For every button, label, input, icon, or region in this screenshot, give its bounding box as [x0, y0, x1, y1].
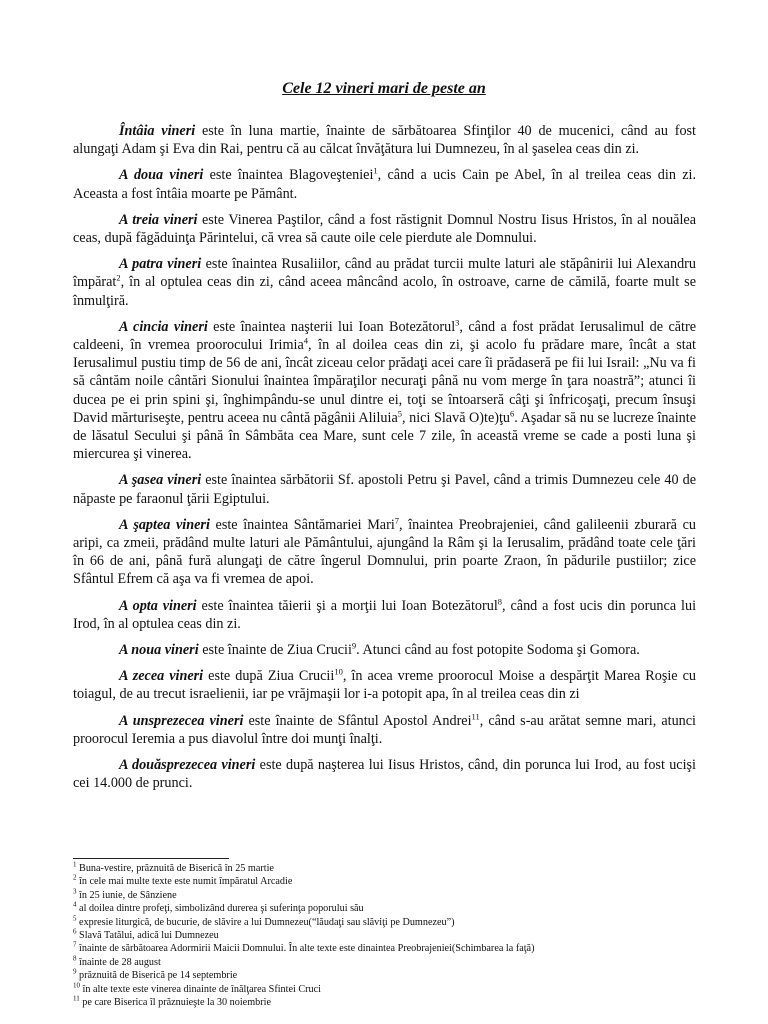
friday-heading: Întâia vineri [119, 123, 196, 139]
footnote-text: pe care Biserica îl prăznuieşte la 30 noiembrie [79, 997, 271, 1009]
footnote-ref: 4 [303, 335, 309, 346]
footnote-ref: 9 [351, 640, 357, 651]
footnote [73, 889, 696, 902]
friday-heading: A treia vineri [119, 211, 198, 228]
footnote-number: 6 [73, 927, 77, 936]
friday-heading: A noua vineri [119, 642, 199, 659]
footnote [73, 983, 696, 996]
friday-heading: A şasea vineri [119, 472, 202, 489]
footnote-ref: 10 [334, 666, 343, 677]
paragraph-text: , nici Slavă O)te)ţu [402, 409, 511, 426]
paragraph [73, 471, 696, 507]
friday-heading: A opta vineri [119, 597, 197, 614]
paragraph-text: este înaintea naşterii lui Ioan Botezătorul [207, 318, 456, 335]
paragraph-text: , în acea vreme proorocul Moise a despărţit Marea Roşie cu toiagul, de au trecut israelienii, iar pe vrăjmaşii lor i-a potopit apa, în al treilea ceas din zi [73, 668, 696, 703]
footnotes-section [73, 858, 696, 1009]
footnote-ref: 1 [373, 165, 378, 176]
paragraph [73, 712, 696, 748]
paragraph [73, 667, 696, 703]
paragraph [73, 516, 696, 589]
paragraph [73, 597, 696, 633]
footnote [73, 875, 696, 888]
paragraph [73, 166, 696, 202]
paragraph-text: este înaintea Sântămariei Mari [209, 516, 395, 533]
footnote-text: Slavă Tatălui, adică lui Dumnezeu [76, 930, 219, 942]
paragraph [73, 255, 696, 310]
footnote-separator [73, 858, 229, 859]
friday-heading: A douăsprezecea vineri [119, 757, 256, 774]
friday-heading: A patra vineri [119, 256, 202, 273]
paragraph-text: , când a fost ucis din porunca lui Irod, în al optulea ceas din zi. [73, 597, 697, 632]
footnote-ref: 11 [471, 710, 480, 721]
footnote [73, 956, 696, 969]
paragraph-text: . Atunci când au fost potopite Sodoma şi Gomora. [356, 642, 640, 659]
paragraph [73, 641, 696, 659]
footnote-text: în cele mai multe texte este numit împăratul Arcadie [76, 876, 293, 888]
paragraph-text: , înaintea Preobrajeniei, când galileenii zburară cu aripi, ca zmeii, prădând multe laturi ale Pământului, ajungând la Râm şi la Ierusalim, prădând toate cele ţări în 66 de ani, până fură alungaţi de către îngerul Domnului, prin poarte Zraon, în pădurile pustiilor; zice Sfântul Efrem că aşa va fi vremea de apoi. [73, 516, 696, 588]
footnote-number: 10 [73, 981, 80, 990]
friday-heading: A unsprezecea vineri [119, 712, 244, 729]
footnote-number: 1 [73, 860, 77, 869]
friday-heading: A cincia vineri [119, 318, 208, 335]
footnote [73, 969, 696, 982]
friday-heading: A zecea vineri [119, 668, 204, 685]
footnote-ref: 5 [397, 408, 403, 419]
footnote-text: prăznuită de Biserică pe 14 septembrie [76, 970, 238, 982]
footnote-text: înainte de 28 august [76, 956, 161, 968]
paragraph-text: este după Ziua Crucii [203, 668, 335, 685]
footnote [73, 902, 696, 915]
paragraph-text: este înaintea sărbătorii Sf. apostoli Petru şi Pavel, când a trimis Dumnezeu cele 40 de năpaste pe faraonul ţării Egiptului. [73, 472, 696, 507]
paragraph-text: este înaintea tăierii şi a morţii lui Ioan Botezătorul [196, 597, 498, 614]
paragraph-text: este înainte de Ziua Crucii [198, 642, 352, 659]
paragraph [73, 318, 696, 464]
footnote-text: Buna-vestire, prăznuită de Biserică în 25 martie [76, 863, 274, 874]
paragraph-text: este înaintea Blagoveşteniei [203, 167, 374, 184]
footnote-ref: 3 [455, 317, 460, 328]
footnote-text: în alte texte este vinerea dinainte de înălţarea Sfintei Cruci [80, 983, 322, 995]
footnote-text: în 25 iunie, de Sânziene [76, 889, 177, 901]
footnote-ref: 7 [394, 515, 400, 526]
friday-heading: A doua vineri [119, 167, 204, 184]
paragraph [73, 211, 696, 247]
footnote [73, 929, 696, 942]
paragraph [73, 756, 696, 792]
footnote-number: 4 [73, 900, 77, 909]
paragraph-text: . Aşadar să nu se lucreze înainte de lăsatul Secului şi până în Sâmbăta cea Mare, sunt cele 7 zile, în această vreme se cade a posti luna şi miercurea şi vinerea. [73, 409, 697, 463]
footnote [73, 862, 696, 875]
footnote-text: expresie liturgică, de bucurie, de slăvire a lui Dumnezeu(“lăudaţi sau slăviţi pe Dumnezeu”) [76, 916, 455, 928]
footnote-number: 11 [73, 994, 80, 1003]
footnote-number: 9 [73, 967, 77, 976]
footnote [73, 996, 696, 1009]
paragraph-text: , când s-au arătat semne mari, atunci proorocul Ieremia a pus diavolul între doi munţi înalţi. [73, 712, 696, 747]
footnote-ref: 8 [497, 595, 503, 606]
paragraph-text: este după naşterea lui Iisus Hristos, când, din porunca lui Irod, au fost ucişi cei 14.000 de prunci. [73, 757, 697, 792]
footnote-ref: 6 [510, 408, 515, 419]
document-title: Cele 12 vineri mari de peste an [282, 80, 486, 97]
footnote-number: 7 [73, 941, 77, 950]
paragraph-text: este Vinerea Paştilor, când a fost răstignit Domnul Nostru Iisus Hristos, în al nouălea ceas, după făgăduinţa Părintelui, că vrea să caute oile cele pierdute ale Domnului. [73, 211, 696, 247]
paragraph-text: , când a fost prădat Ierusalimul de către caldeeni, în vremea proorocului Irimia [73, 318, 696, 354]
friday-heading: A şaptea vineri [119, 516, 210, 533]
footnote [73, 916, 696, 929]
footnote-number: 8 [73, 954, 77, 963]
footnote-number: 5 [73, 914, 77, 923]
paragraph-text: este înainte de Sfântul Apostol Andrei [243, 712, 472, 729]
footnote-ref: 2 [116, 272, 121, 283]
document-body [73, 122, 696, 801]
paragraph [73, 122, 696, 158]
paragraph-text: , în al doilea ceas din zi, şi acolo fu prădare mare, încât a stat Ierusalimul pustiu timp de 56 de ani, încât ziceau celor prădaţi acei care îi prădaseră pe fii lui Israil: „Nu va fi să cântăm noile cântări Sionului înaintea împăraţilor necuraţi până nu vom merge în ţara noastră”; atunci îi ducea pe ei prin spini şi, înghimpându-se unul dintre ei, toţi se întoarseră câţi şi înfricoşaţi, precum însuşi David mărturiseşte, pentru aceea nu cântă păgânii Aliluia [73, 337, 696, 426]
footnote-number: 2 [73, 874, 77, 883]
footnote-text: înainte de sărbătoarea Adormirii Maicii Domnului. În alte texte este dinaintea Preobrajeniei(Schimbarea la faţă) [76, 943, 535, 955]
paragraph-text: , în al optulea ceas din zi, când aceea mâncând acolo, în ostroave, carne de cămilă, foarte mult se înmulţiră. [73, 274, 696, 309]
paragraph-text: este în luna martie, înainte de sărbătoarea Sfinţilor 40 de mucenici, când au fost alungaţi Adam şi Eva din Rai, pentru că au călcat învăţătura lui Dumnezeu, în al şaselea ceas din zi. [73, 123, 696, 158]
footnote-number: 3 [73, 887, 77, 896]
footnote [73, 942, 696, 955]
paragraph-text: este înaintea Rusaliilor, când au prădat turcii multe laturi ale stăpânirii lui Alexandru împărat [73, 256, 696, 291]
footnote-text: al doilea dintre profeţi, simbolizând durerea şi suferinţa poporului său [76, 903, 364, 915]
paragraph-text: , când a ucis Cain pe Abel, în al treilea ceas din zi. Aceasta a fost întâia moarte pe Pământ. [73, 167, 696, 202]
